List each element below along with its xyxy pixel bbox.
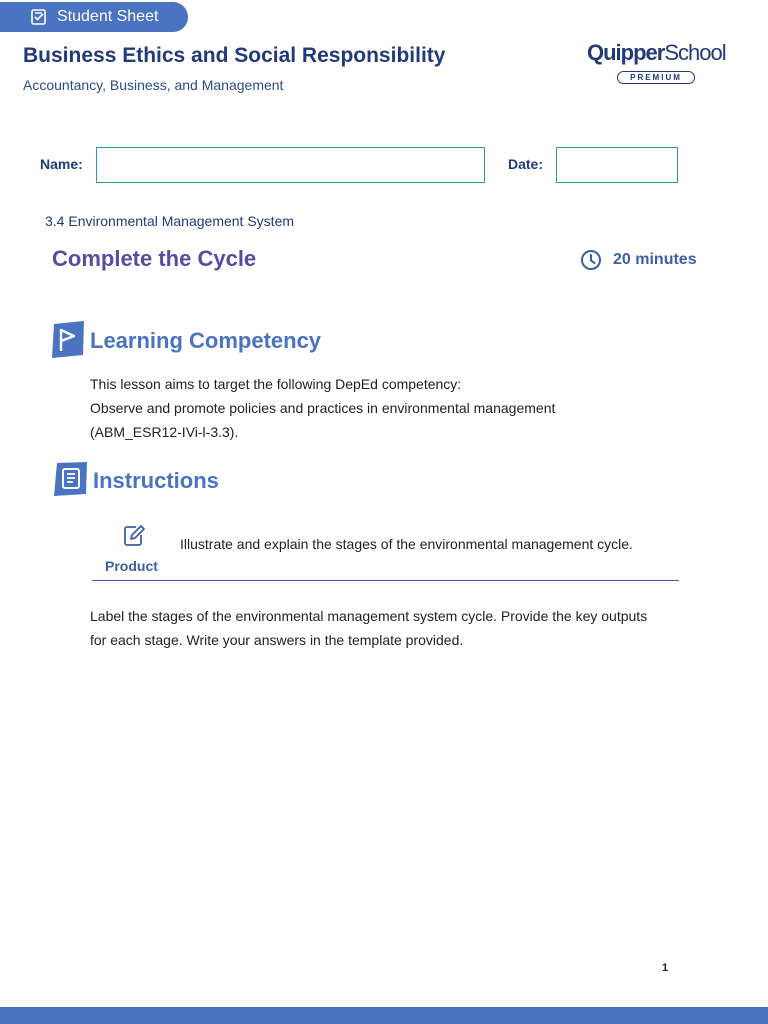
competency-text [90,372,555,444]
instructions-heading: Instructions [93,468,219,493]
footer-bar [0,1007,768,1024]
page-number: 1 [662,962,669,974]
brand-logo [587,40,727,88]
name-field[interactable] [96,147,485,183]
activity-title: Complete the Cycle [52,246,257,271]
date-label: Date: [508,156,544,172]
date-field[interactable] [556,147,678,183]
brand-tier-badge: PREMIUM [617,71,695,84]
learning-competency-heading: Learning Competency [90,328,322,353]
duration-text: 20 minutes [613,251,697,268]
edit-icon [122,524,146,548]
competency-line: This lesson aims to target the following DepEd competency: [90,376,462,392]
activity-duration [580,249,697,271]
notepad-icon [52,460,90,498]
student-sheet-tab [0,2,188,32]
name-label: Name: [40,156,83,172]
competency-line: Observe and promote policies and practices in environmental management [90,400,556,416]
student-sheet-icon [30,8,48,26]
divider [92,580,679,581]
product-description: Illustrate and explain the stages of the environmental management cycle. [180,536,633,552]
instructions-body [90,604,647,652]
tab-label: Student Sheet [57,8,159,25]
clock-icon [580,249,602,271]
instructions-line: Label the stages of the environmental management system cycle. Provide the key outputs [90,608,648,624]
brand-name-rest: School [664,40,726,65]
competency-line: (ABM_ESR12-IVi-l-3.3). [90,424,239,440]
course-title: Business Ethics and Social Responsibility [23,44,446,67]
instructions-line: for each stage. Write your answers in the template provided. [90,632,464,648]
flag-icon [50,321,86,359]
product-label: Product [105,558,158,574]
course-strand: Accountancy, Business, and Management [23,77,284,93]
brand-name-bold: Quipper [587,40,665,65]
section-reference: 3.4 Environmental Management System [45,213,295,229]
